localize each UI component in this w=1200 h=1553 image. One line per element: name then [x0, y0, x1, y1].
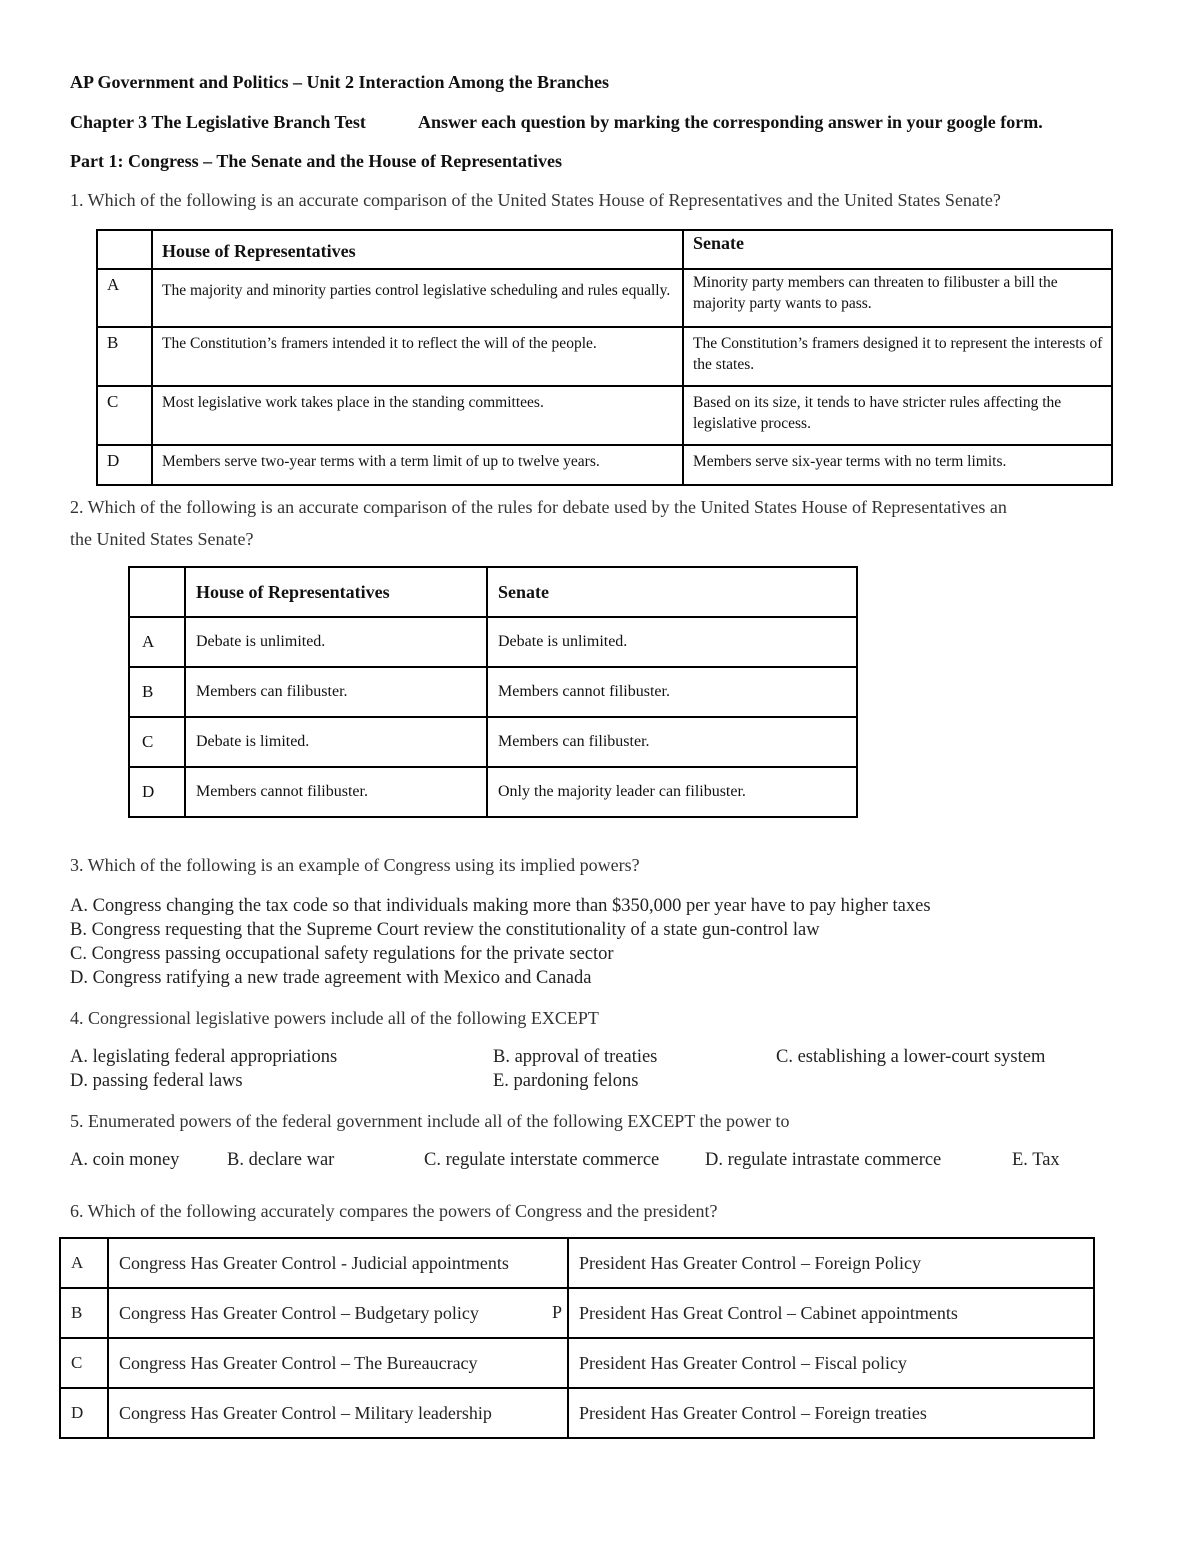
- stray-character: P: [552, 1302, 563, 1322]
- question-1-table: [96, 229, 1113, 486]
- q5-option-b: B. declare war: [227, 1150, 335, 1170]
- q1-row-letter: B: [97, 327, 152, 386]
- q6-row: [60, 1338, 1094, 1388]
- question-6-table: [59, 1237, 1095, 1439]
- question-2-text-line1: 2. Which of the following is an accurate comparison of the rules for debate used by the United States House of Representatives an: [70, 497, 1007, 517]
- q5-option-c: C. regulate interstate commerce: [424, 1150, 660, 1170]
- q5-option-e: E. Tax: [1012, 1150, 1060, 1170]
- part-heading: Part 1: Congress – The Senate and the House of Representatives: [70, 151, 562, 171]
- q1-senate-cell: Based on its size, it tends to have stricter rules affecting the legislative process.: [683, 386, 1112, 445]
- q1-row: [97, 445, 1112, 485]
- q6-row-letter: D: [60, 1388, 108, 1438]
- q6-congress-cell: Congress Has Greater Control – Budgetary policy: [108, 1288, 568, 1338]
- q2-row-letter: D: [129, 767, 185, 817]
- q6-president-cell: President Has Greater Control – Foreign treaties: [568, 1388, 1094, 1438]
- q6-president-cell: President Has Great Control – Cabinet appointments: [568, 1288, 1094, 1338]
- q6-congress-cell: Congress Has Greater Control - Judicial appointments: [108, 1238, 568, 1288]
- q1-house-cell: The majority and minority parties control legislative scheduling and rules equally.: [152, 269, 683, 327]
- q6-row: [60, 1238, 1094, 1288]
- q1-senate-cell: Members serve six-year terms with no term limits.: [683, 445, 1112, 485]
- q6-congress-cell: Congress Has Greater Control – The Bureaucracy: [108, 1338, 568, 1388]
- question-3-text: 3. Which of the following is an example of Congress using its implied powers?: [70, 855, 640, 875]
- q6-row-letter: C: [60, 1338, 108, 1388]
- test-instructions: Answer each question by marking the corresponding answer in your google form.: [418, 112, 1043, 132]
- q2-house-cell: Members can filibuster.: [185, 667, 487, 717]
- q2-row: [129, 717, 857, 767]
- q2-row: [129, 667, 857, 717]
- q2-row-letter: C: [129, 717, 185, 767]
- q6-row-letter: A: [60, 1238, 108, 1288]
- q1-row: [97, 269, 1112, 327]
- q5-option-d: D. regulate intrastate commerce: [705, 1150, 942, 1170]
- q4-option-b: B. approval of treaties: [493, 1047, 658, 1067]
- q4-option-a: A. legislating federal appropriations: [70, 1047, 338, 1067]
- q1-senate-cell: Minority party members can threaten to filibuster a bill the majority party wants to pass.: [683, 269, 1112, 327]
- q6-row: [60, 1388, 1094, 1438]
- question-5-text: 5. Enumerated powers of the federal government include all of the following EXCEPT the power to: [70, 1111, 790, 1131]
- q1-house-cell: The Constitution’s framers intended it to reflect the will of the people.: [152, 327, 683, 386]
- q4-option-c: C. establishing a lower-court system: [776, 1047, 1046, 1067]
- q3-option-d: D. Congress ratifying a new trade agreement with Mexico and Canada: [70, 968, 592, 988]
- q2-row: [129, 767, 857, 817]
- q2-row-letter: A: [129, 617, 185, 667]
- test-name: Chapter 3 The Legislative Branch Test: [70, 112, 366, 132]
- q2-senate-cell: Members cannot filibuster.: [487, 667, 857, 717]
- q2-house-cell: Debate is limited.: [185, 717, 487, 767]
- q1-header-house: House of Representatives: [152, 230, 683, 269]
- q2-senate-cell: Members can filibuster.: [487, 717, 857, 767]
- q6-row-letter: B: [60, 1288, 108, 1338]
- q2-header-senate: Senate: [487, 567, 857, 617]
- question-1-text: 1. Which of the following is an accurate comparison of the United States House of Representatives and the United States Senate?: [70, 190, 1001, 210]
- q4-option-e: E. pardoning felons: [493, 1071, 639, 1091]
- q6-row: [60, 1288, 1094, 1338]
- question-2-table: [128, 566, 858, 818]
- q2-house-cell: Members cannot filibuster.: [185, 767, 487, 817]
- q1-row: [97, 386, 1112, 445]
- q1-house-cell: Members serve two-year terms with a term limit of up to twelve years.: [152, 445, 683, 485]
- document-title: AP Government and Politics – Unit 2 Interaction Among the Branches: [70, 72, 609, 92]
- question-4-text: 4. Congressional legislative powers include all of the following EXCEPT: [70, 1008, 599, 1028]
- q2-senate-cell: Only the majority leader can filibuster.: [487, 767, 857, 817]
- q6-president-cell: President Has Greater Control – Fiscal policy: [568, 1338, 1094, 1388]
- q1-row-letter: D: [97, 445, 152, 485]
- q1-senate-cell: The Constitution’s framers designed it to represent the interests of the states.: [683, 327, 1112, 386]
- q1-house-cell: Most legislative work takes place in the standing committees.: [152, 386, 683, 445]
- q6-congress-cell: Congress Has Greater Control – Military leadership: [108, 1388, 568, 1438]
- q2-header-house: House of Representatives: [185, 567, 487, 617]
- question-6-text: 6. Which of the following accurately compares the powers of Congress and the president?: [70, 1201, 718, 1221]
- q2-row-letter: B: [129, 667, 185, 717]
- q3-option-b: B. Congress requesting that the Supreme Court review the constitutionality of a state gun-control law: [70, 920, 820, 940]
- q3-option-c: C. Congress passing occupational safety regulations for the private sector: [70, 944, 614, 964]
- q5-option-a: A. coin money: [70, 1150, 180, 1170]
- q4-option-d: D. passing federal laws: [70, 1071, 243, 1091]
- q1-header-senate: Senate: [683, 230, 1112, 269]
- q2-row: [129, 617, 857, 667]
- q1-row-letter: A: [97, 269, 152, 327]
- q2-house-cell: Debate is unlimited.: [185, 617, 487, 667]
- q1-row-letter: C: [97, 386, 152, 445]
- q3-option-a: A. Congress changing the tax code so that individuals making more than $350,000 per year have to pay higher taxes: [70, 896, 931, 916]
- q2-senate-cell: Debate is unlimited.: [487, 617, 857, 667]
- q6-president-cell: President Has Greater Control – Foreign Policy: [568, 1238, 1094, 1288]
- question-2-text-line2: the United States Senate?: [70, 529, 254, 549]
- q1-row: [97, 327, 1112, 386]
